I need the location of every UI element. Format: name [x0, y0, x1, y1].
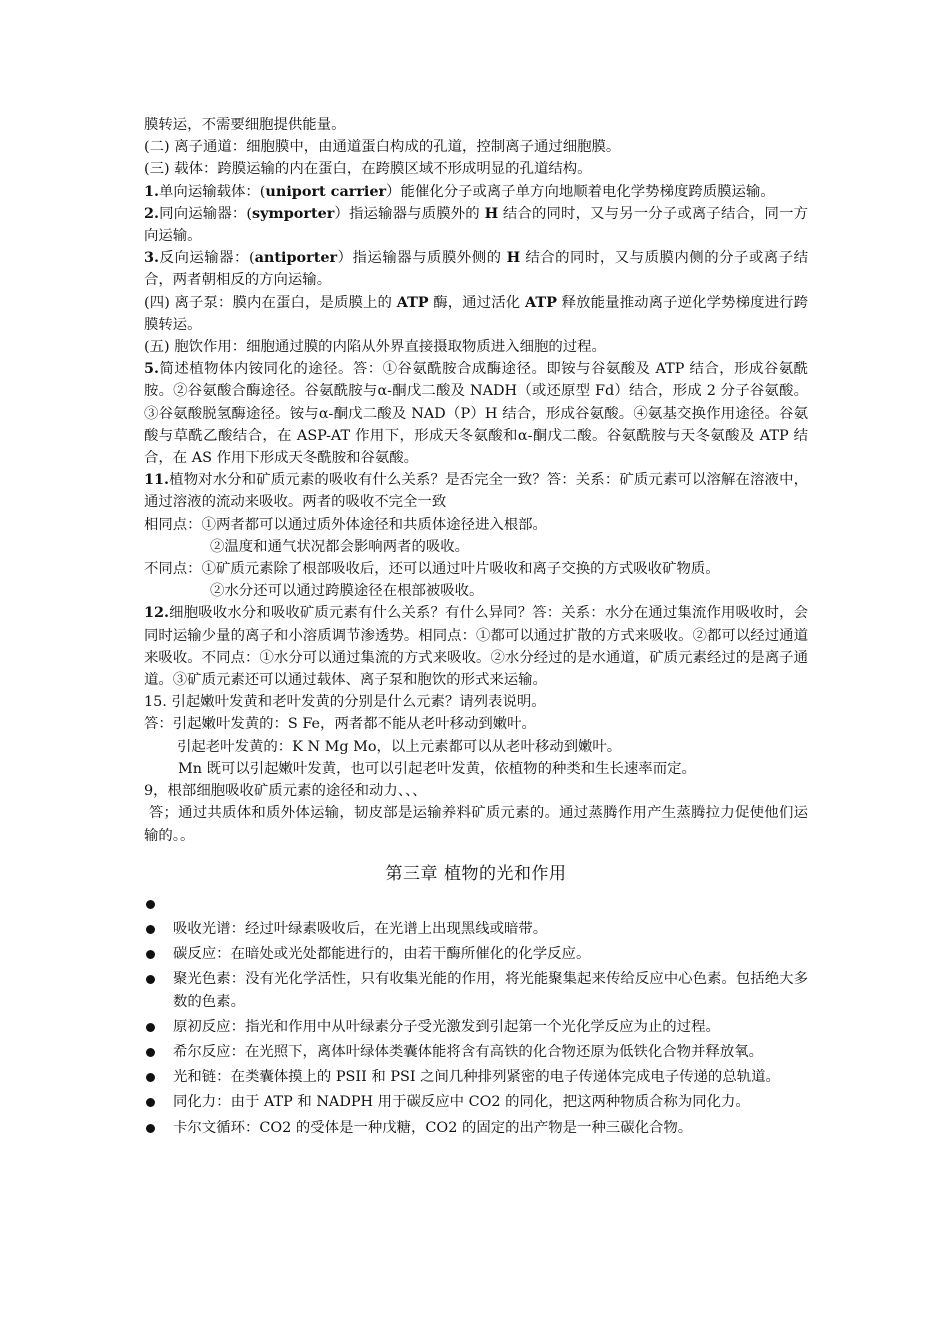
paragraph-q11 — [144, 469, 808, 513]
text-line — [144, 736, 808, 758]
text-line — [144, 136, 808, 158]
text: 9，根部细胞吸收矿质元素的途径和动力、、、 — [144, 783, 427, 800]
paragraph-ion-pump — [144, 292, 808, 336]
text: 释放能量推动离子逆化学势梯度进行跨膜转运。 — [144, 294, 808, 333]
bullet-icon — [146, 1048, 155, 1057]
item-number: 12. — [144, 604, 170, 622]
text-line — [144, 114, 808, 136]
list-item — [144, 1041, 808, 1063]
term: symporter — [252, 204, 335, 222]
bullet-icon — [146, 1023, 155, 1032]
text-line — [144, 336, 808, 358]
text: 膜转运，不需要细胞提供能量。 — [144, 117, 346, 133]
list-item-text: 碳反应：在暗处或光处都能进行的，由若干酶所催化的化学反应。 — [173, 946, 591, 963]
text: 同向运输器：( — [159, 205, 253, 222]
list-item — [144, 968, 808, 1012]
text: 酶，通过活化 — [428, 294, 525, 311]
list-item-text: 卡尔文循环：CO2 的受体是一种戊糖，CO2 的固定的出产物是一种三碳化合物。 — [173, 1119, 693, 1136]
text-line — [144, 158, 808, 180]
paragraph-symporter — [144, 203, 808, 247]
text-line — [144, 713, 808, 735]
text: 不同点：①矿质元素除了根部吸收后，还可以通过叶片吸收和离子交换的方式吸收矿物质。 — [144, 561, 720, 578]
text: 反向运输器：( — [159, 250, 255, 267]
list-item-text: 聚光色素：没有光化学活性，只有收集光能的作用，将光能聚集起来传给反应中心色素。包括绝大多数的色素。 — [173, 971, 808, 1010]
text: 15. 引起嫩叶发黄和老叶发黄的分别是什么元素？请列表说明。 — [144, 694, 546, 711]
bullet-icon — [146, 1124, 155, 1133]
text: 答；通过共质体和质外体运输，韧皮部是运输养料矿质元素的。通过蒸腾作用产生蒸腾拉力促使他们运输的。。 — [144, 805, 808, 844]
text: (三) 载体：跨膜运输的内在蛋白，在跨膜区域不形成明显的孔道结构。 — [144, 161, 592, 178]
text-line — [144, 780, 808, 802]
text: (五) 胞饮作用：细胞通过膜的内陷从外界直接摄取物质进入细胞的过程。 — [144, 339, 606, 356]
list-item-text: 吸收光谱：经过叶绿素吸收后，在光谱上出现黑线或暗带。 — [173, 920, 548, 937]
item-number: 5. — [144, 360, 160, 378]
bullet-icon — [146, 975, 155, 984]
item-number: 2. — [144, 204, 160, 222]
list-item-text: 光和链：在类囊体摸上的 PSII 和 PSI 之间几种排列紧密的电子传递体完成电子传递的总轨道。 — [173, 1069, 780, 1086]
bullet-icon — [146, 950, 155, 959]
term: ATP — [396, 293, 429, 311]
text: (四) 离子泵：膜内在蛋白，是质膜上的 — [144, 294, 397, 311]
item-number: 11. — [144, 471, 170, 489]
chapter-title: 第三章 植物的光和作用 — [385, 863, 567, 884]
bullet-list — [144, 893, 808, 1139]
text-line — [144, 536, 808, 558]
list-item-text: 同化力：由于 ATP 和 NADPH 用于碳反应中 CO2 的同化，把这两种物质合称为同化力。 — [173, 1094, 750, 1111]
text: ②水分还可以通过跨膜途径在根部被吸收。 — [210, 583, 484, 600]
list-item — [144, 1117, 808, 1139]
bullet-icon — [146, 900, 155, 909]
list-item-text: 希尔反应：在光照下，离体叶绿体类囊体能将含有高铁的化合物还原为低铁化合物并释放氧。 — [173, 1043, 764, 1060]
text: 简述植物体内铵同化的途径。答：①谷氨酰胺合成酶途径。即铵与谷氨酸及 ATP 结合，形成谷氨酰胺。②谷氨酸合酶途径。谷氨酰胺与α-酮戊二酸及 NADH（或还原型 Fd）结合，形成 2 分子谷氨酸。③谷氨酸脱氢酶途径。铵与α-酮戊二酸及 NAD（P）H 结合，形成谷氨酸。④氨基交换作用途径。谷氨酸与草酰乙酸结合，在 ASP-AT 作用下，形成天冬氨酸和α-酮戊二酸。谷氨酰胺与天冬氨酸及 ATP 结合，在 AS 作用下形成天冬酰胺和谷氨酸。 — [144, 361, 808, 467]
text: 植物对水分和矿质元素的吸收有什么关系？是否完全一致？答：关系：矿质元素可以溶解在溶液中，通过溶液的流动来吸收。两者的吸收不完全一致 — [144, 472, 808, 511]
list-item — [144, 943, 808, 965]
text: 单向运输载体：( — [159, 183, 266, 200]
bullet-icon — [146, 925, 155, 934]
text-line — [144, 691, 808, 713]
list-item — [144, 893, 808, 915]
text: 细胞吸收水分和吸收矿质元素有什么关系？有什么异同？答：关系：水分在通过集流作用吸收时，会同时运输少量的离子和小溶质调节渗透势。相同点：①都可以通过扩散的方式来吸收。②都可以经过通道来吸收。不同点：①水分可以通过集流的方式来吸收。②水分经过的是水通道，矿质元素经过的是离子通道。③矿质元素还可以通过载体、离子泵和胞饮的形式来运输。 — [144, 605, 808, 689]
text: 相同点：①两者都可以通过质外体途径和共质体途径进入根部。 — [144, 516, 547, 533]
text: Mn 既可以引起嫩叶发黄，也可以引起老叶发黄，依植物的种类和生长速率而定。 — [178, 760, 696, 777]
term: ATP — [525, 293, 557, 311]
text-line — [144, 558, 808, 580]
text: ②温度和通气状况都会影响两者的吸收。 — [210, 538, 470, 555]
text-line — [144, 580, 808, 602]
text: 结合的同时，又与质膜内侧的分子或离子结合，两者朝相反的方向运输。 — [144, 250, 808, 289]
text-line — [144, 758, 808, 780]
list-item — [144, 918, 808, 940]
paragraph-uniport — [144, 181, 808, 203]
bullet-icon — [146, 1073, 155, 1082]
list-item — [144, 1091, 808, 1113]
text-line — [144, 802, 808, 846]
paragraph-q12 — [144, 602, 808, 691]
paragraph-antiporter — [144, 247, 808, 291]
text: ）指运输器与质膜外的 — [334, 205, 485, 222]
text: 结合的同时，又与另一分子或离子结合，同一方向运输。 — [144, 205, 809, 245]
text: 引起老叶发黄的：K N Mg Mo，以上元素都可以从老叶移动到嫩叶。 — [177, 738, 622, 755]
list-item-text: 原初反应：指光和作用中从叶绿素分子受光激发到引起第一个光化学反应为止的过程。 — [173, 1018, 720, 1035]
term: H — [484, 204, 499, 222]
term: H — [506, 249, 521, 267]
text-line — [144, 514, 808, 536]
item-number: 3. — [144, 249, 160, 267]
term: uniport carrier — [265, 182, 387, 200]
text: ）指运输器与质膜外侧的 — [337, 250, 507, 267]
list-item — [144, 1016, 808, 1038]
term: antiporter — [254, 249, 338, 267]
list-item — [144, 1066, 808, 1088]
text: (二) 离子通道：细胞膜中，由通道蛋白构成的孔道，控制离子通过细胞膜。 — [144, 139, 621, 156]
text: 答：引起嫩叶发黄的：S Fe，两者都不能从老叶移动到嫩叶。 — [144, 716, 536, 733]
bullet-icon — [146, 1098, 155, 1107]
text: ）能催化分子或离子单方向地顺着电化学势梯度跨质膜运输。 — [386, 183, 775, 200]
item-number: 1. — [144, 182, 160, 200]
paragraph-q5 — [144, 358, 808, 469]
